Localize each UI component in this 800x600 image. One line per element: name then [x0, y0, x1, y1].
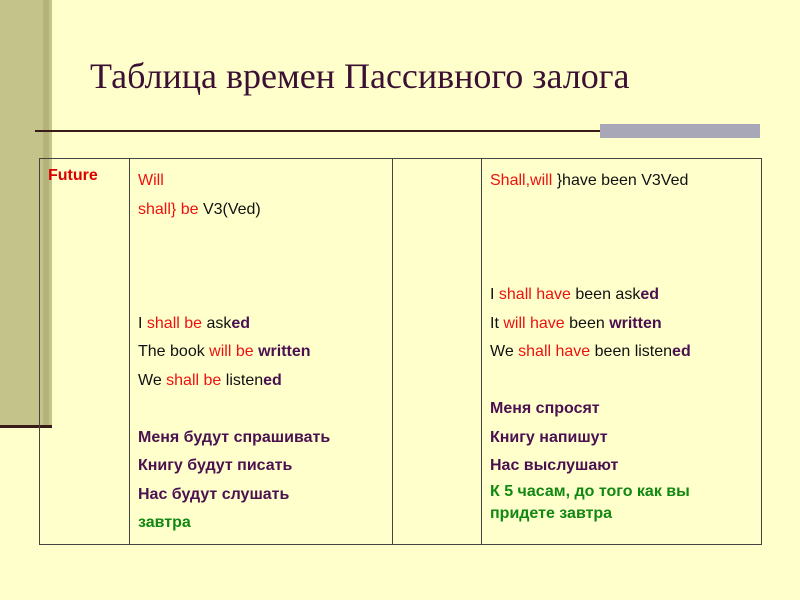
example-line	[138, 367, 384, 396]
example-ending: ed	[263, 371, 282, 389]
example-aux: will be	[209, 343, 254, 360]
example-subject: I	[138, 314, 147, 332]
spacer	[490, 367, 753, 396]
example-been: been	[564, 314, 610, 332]
translation-line: Книгу будут писать	[138, 457, 293, 474]
example-subject: We	[138, 371, 167, 389]
translation-line: Нас будут слушать	[138, 485, 290, 503]
formula-shall-will: Shall,will	[490, 172, 553, 189]
spacer	[138, 253, 384, 282]
divider-accent-block	[600, 124, 760, 138]
example-verb: been ask	[570, 286, 641, 303]
spacer	[490, 196, 753, 225]
example-aux: shall have	[498, 286, 571, 303]
formula-shall: shall}	[138, 200, 177, 218]
formula-line-1	[138, 167, 384, 196]
spacer	[138, 224, 384, 253]
example-subject: I	[490, 286, 499, 303]
example-verb: been listen	[590, 343, 673, 360]
future-perfect-cell	[482, 159, 762, 545]
example-line	[138, 338, 384, 367]
example-aux: will have	[503, 314, 565, 332]
translation-line: Книгу напишут	[490, 428, 608, 446]
example-ending: ed	[231, 314, 251, 332]
row-label: Future	[48, 167, 98, 184]
formula-line-1	[490, 167, 753, 196]
translation-line: Меня будут спрашивать	[138, 428, 331, 446]
page-title: Таблица времен Пассивного залога	[90, 56, 630, 96]
example-line	[490, 338, 753, 367]
example-ending: ed	[672, 343, 691, 360]
formula-have-been: }have been V3Ved	[552, 172, 689, 189]
passive-tense-table	[39, 158, 762, 545]
example-ending: ed	[640, 286, 659, 303]
spacer	[138, 395, 384, 424]
example-line	[490, 281, 753, 310]
example-subject: We	[490, 343, 519, 360]
example-verb: ask	[202, 314, 232, 332]
example-aux: shall be	[146, 314, 203, 332]
example-aux: shall have	[518, 343, 591, 360]
example-verb: written	[253, 343, 311, 360]
example-line	[138, 310, 384, 339]
spacer	[490, 253, 753, 282]
formula-line-2	[138, 196, 384, 225]
translation-line: Меня спросят	[490, 400, 600, 417]
row-label-cell	[40, 159, 130, 545]
formula-will: Will	[138, 172, 164, 189]
translation-line: Нас выслушают	[490, 457, 619, 474]
example-subject: It	[490, 314, 504, 332]
spacer	[138, 281, 384, 310]
empty-cell	[393, 159, 482, 545]
example-verb: listen	[221, 371, 264, 389]
table-row	[40, 159, 762, 545]
translation-line: К 5 часам, до того как вы придете завтра	[490, 482, 690, 522]
example-subject: The book	[138, 343, 210, 360]
translation-line: завтра	[138, 514, 191, 531]
spacer	[490, 224, 753, 253]
future-simple-cell	[130, 159, 393, 545]
example-line	[490, 310, 753, 339]
example-aux: shall be	[166, 371, 222, 389]
example-verb: written	[609, 314, 662, 332]
formula-verb: V3(Ved)	[202, 200, 261, 218]
formula-be: be	[176, 200, 203, 218]
